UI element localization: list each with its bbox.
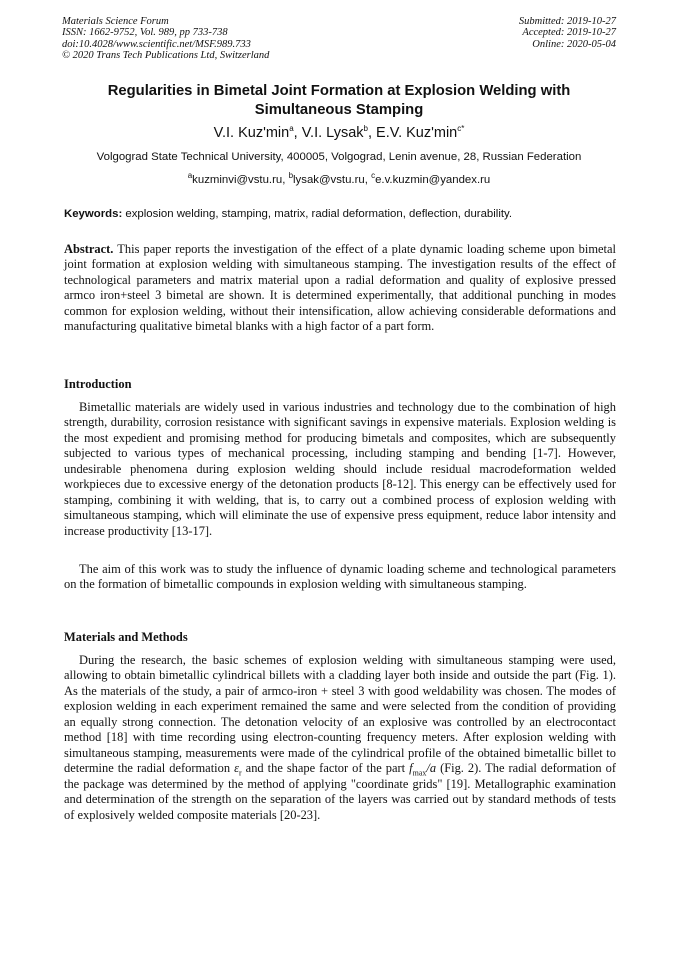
intro-paragraph-2: The aim of this work was to study the influence of dynamic loading scheme and technological parameters on the formation of bimetallic compounds in explosion welding with simultaneous stamping. [64,562,616,592]
epsilon-subscript: r [238,768,242,778]
email-mark: b [288,171,294,181]
f-tail: /a [426,761,437,776]
author-mark: b [363,124,368,134]
header-right [519,16,616,50]
doi-line: doi:10.4028/www.scientific.net/MSF.989.733 [62,38,251,50]
methods-text-part1: During the research, the basic schemes of explosion welding with simultaneous stamping were used, allowing to obtain bimetallic cylindrical billets with a cladding layer both inside and outside the part (Fig. 1). As the materials of the study, a pair of armco-iron + steel 3 with good weldability was chosen. The modes of explosion welding in each experiment remained the same and were selected from the condition of providing an equally strong connection. The detonation velocity of an explosive was controlled by an electrocontact method [18] with time recording using electron-counting frequency meters. After explosion welding with simultaneous stamping, measurements were made of the cylindrical profile of the obtained bimetallic billet to determine the radial deformation [64,653,616,776]
intro-paragraph-1: Bimetallic materials are widely used in various industries and technology due to the combination of high strength, durability, corrosion resistance with significant savings in expensive materials. Explosion welding is the most expedient and promising method for producing bimetals and composites, which are subsequently subjected to various types of mechanical processing, including stamping and bending [1-7]. However, undesirable phenomena during explosion welding should include residual macrodeformation welded workpieces due to excessive energy of the detonation products [8-12]. This energy can be effectively used for stamping, combining it with welding, that is, to carry out a combined process of explosion welding with simultaneous stamping, which will eliminate the use of expensive press equipment, reduce labor intensity and increase productivity [13-17]. [64,400,616,538]
keywords-text: explosion welding, stamping, matrix, radial deformation, deflection, durability. [125,208,513,220]
author-list: V.I. $Kuz'\min^a$, V.I. Lysak$^b$, E.V. $Kuz'\min^{c*}$ [213,124,465,141]
keywords-label: Keywords: [64,208,123,220]
author-name: V.I. Lysak [301,125,364,141]
methods-paragraph-1 [64,653,616,823]
abstract-label: Abstract. [64,242,114,256]
issn-line: ISSN: 1662-9752, Vol. 989, pp 733-738 [62,27,228,39]
abstract-text: This paper reports the investigation of the effect of a plate dynamic loading scheme upon bimetal joint formation at explosion welding with simultaneous stamping. The investigation results of the effect of technological parameters and matrix material upon a radial deformation and quality of explosive pressed armco iron+steel 3 bimetal are shown. It is determined experimentally, that additional punching in modes common for explosion welding, without their intensification, allow achieving considerable deformations and manufacturing qualitative bimetal blanks with a high factor of a part form. [64,242,616,334]
journal-name: Materials Science Forum [62,16,169,27]
email-link[interactable]: e.v.kuzmin@yandex.ru [375,174,491,186]
section-heading-methods: Materials and Methods [64,630,188,644]
email-link[interactable]: kuzminvi@vstu.ru [192,174,283,186]
abstract [64,242,616,335]
f-symbol: f [409,761,413,776]
methods-text-part3: (Fig. 2). The radial deformation of the package was determined by the method of applying "coordinate grids" [19]. Metallographic examination and determination of the strength on the separation of the layers was carried out by standard methods of tests of explosively welded composite materials [20-23]. [64,761,617,822]
f-subscript: max [412,768,427,778]
radial-deformation-symbol [234,761,242,778]
author-name: V.I. Kuz'min [213,125,290,141]
email-mark: a [187,171,193,181]
affiliation: Volgograd State Technical University, 400005, Volgograd, Lenin avenue, 28, Russian Federation [96,151,582,163]
email-mark: c [371,171,376,181]
header-left [62,16,269,62]
email-link[interactable]: lysak@vstu.ru [293,174,365,186]
section-heading-introduction: Introduction [64,377,132,391]
submitted-date: Submitted: 2019-10-27 [518,16,616,27]
keywords [64,207,616,222]
methods-text-part2: and the shape factor of the part [245,761,406,776]
author-mark: a [289,124,294,134]
paper-title: Regularities in Bimetal Joint Formation at Explosion Welding with Simultaneous Stamping [107,83,571,118]
copyright-line: © 2020 Trans Tech Publications Ltd, Switzerland [62,50,270,62]
online-date: Online: 2020-05-04 [532,38,616,50]
email-list: $^a$kuzminvi@vstu.ru, $^b$lysak@vstu.ru, $^c$e.v.kuzmin@yandex.ru [187,171,491,186]
shape-factor-symbol [409,761,437,778]
epsilon-symbol: ε [234,761,239,776]
author-mark: c* [457,124,465,134]
accepted-date: Accepted: 2019-10-27 [522,27,616,39]
author-name: E.V. Kuz'min [376,125,458,141]
